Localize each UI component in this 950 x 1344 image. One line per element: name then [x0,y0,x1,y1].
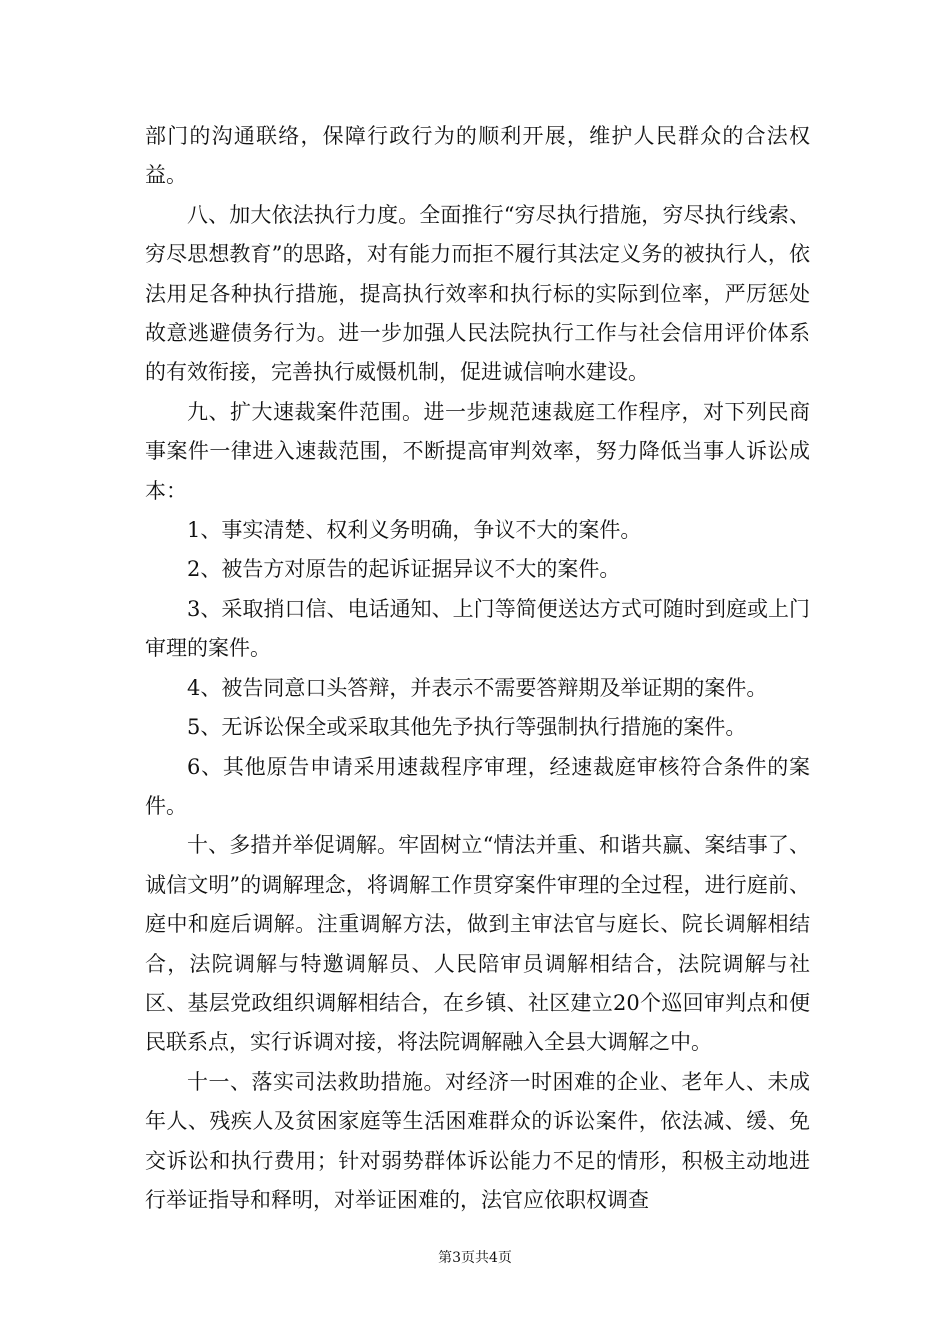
paragraph-2: 九、扩大速裁案件范围。进一步规范速裁庭工作程序，对下列民商事案件一律进入速裁范围，不断提高审判效率，努力降低当事人诉讼成本： [145,399,810,503]
paragraph-4: 2、被告方对原告的起诉证据异议不大的案件。 [187,557,621,582]
paragraph-1: 八、加大依法执行力度。全面推行“穷尽执行措施，穷尽执行线索、穷尽思想教育”的思路，对有能力而拒不履行其法定义务的被执行人，依法用足各种执行措施，提高执行效率和执行标的实际到位率，严厉惩处故意逃避债务行为。进一步加强人民法院执行工作与社会信用评价体系的有效衔接，完善执行威慑机制，促进诚信响水建设。 [145,202,810,385]
paragraph-10: 十一、落实司法救助措施。对经济一时困难的企业、老年人、未成年人、残疾人及贫困家庭等生活困难群众的诉讼案件，依法减、缓、免交诉讼和执行费用；针对弱势群体诉讼能力不足的情形，积极主动地进行举证指导和释明，对举证困难的，法官应依职权调查 [145,1069,810,1212]
document-body [145,117,810,1220]
paragraph-9: 十、多措并举促调解。牢固树立“情法并重、和谐共赢、案结事了、诚信文明”的调解理念，将调解工作贯穿案件审理的全过程，进行庭前、庭中和庭后调解。注重调解方法，做到主审法官与庭长、院长调解相结合，法院调解与特邀调解员、人民陪审员调解相结合，法院调解与社区、基层党政组织调解相结合，在乡镇、社区建立20个巡回审判点和便民联系点，实行诉调对接，将法院调解融入全县大调解之中。 [145,833,810,1055]
paragraph-7: 5、无诉讼保全或采取其他先予执行等强制执行措施的案件。 [187,715,747,740]
paragraph-6: 4、被告同意口头答辩，并表示不需要答辩期及举证期的案件。 [187,675,768,700]
paragraph-5: 3、采取捎口信、电话通知、上门等简便送达方式可随时到庭或上门审理的案件。 [145,596,810,661]
paragraph-8: 6、其他原告申请采用速裁程序审理，经速裁庭审核符合条件的案件。 [145,754,810,818]
paragraph-3: 1、事实清楚、权利义务明确，争议不大的案件。 [187,518,642,543]
page-footer: 第3页共4页 [438,1250,512,1266]
paragraph-0: 部门的沟通联络，保障行政行为的顺利开展，维护人民群众的合法权益。 [145,124,810,188]
